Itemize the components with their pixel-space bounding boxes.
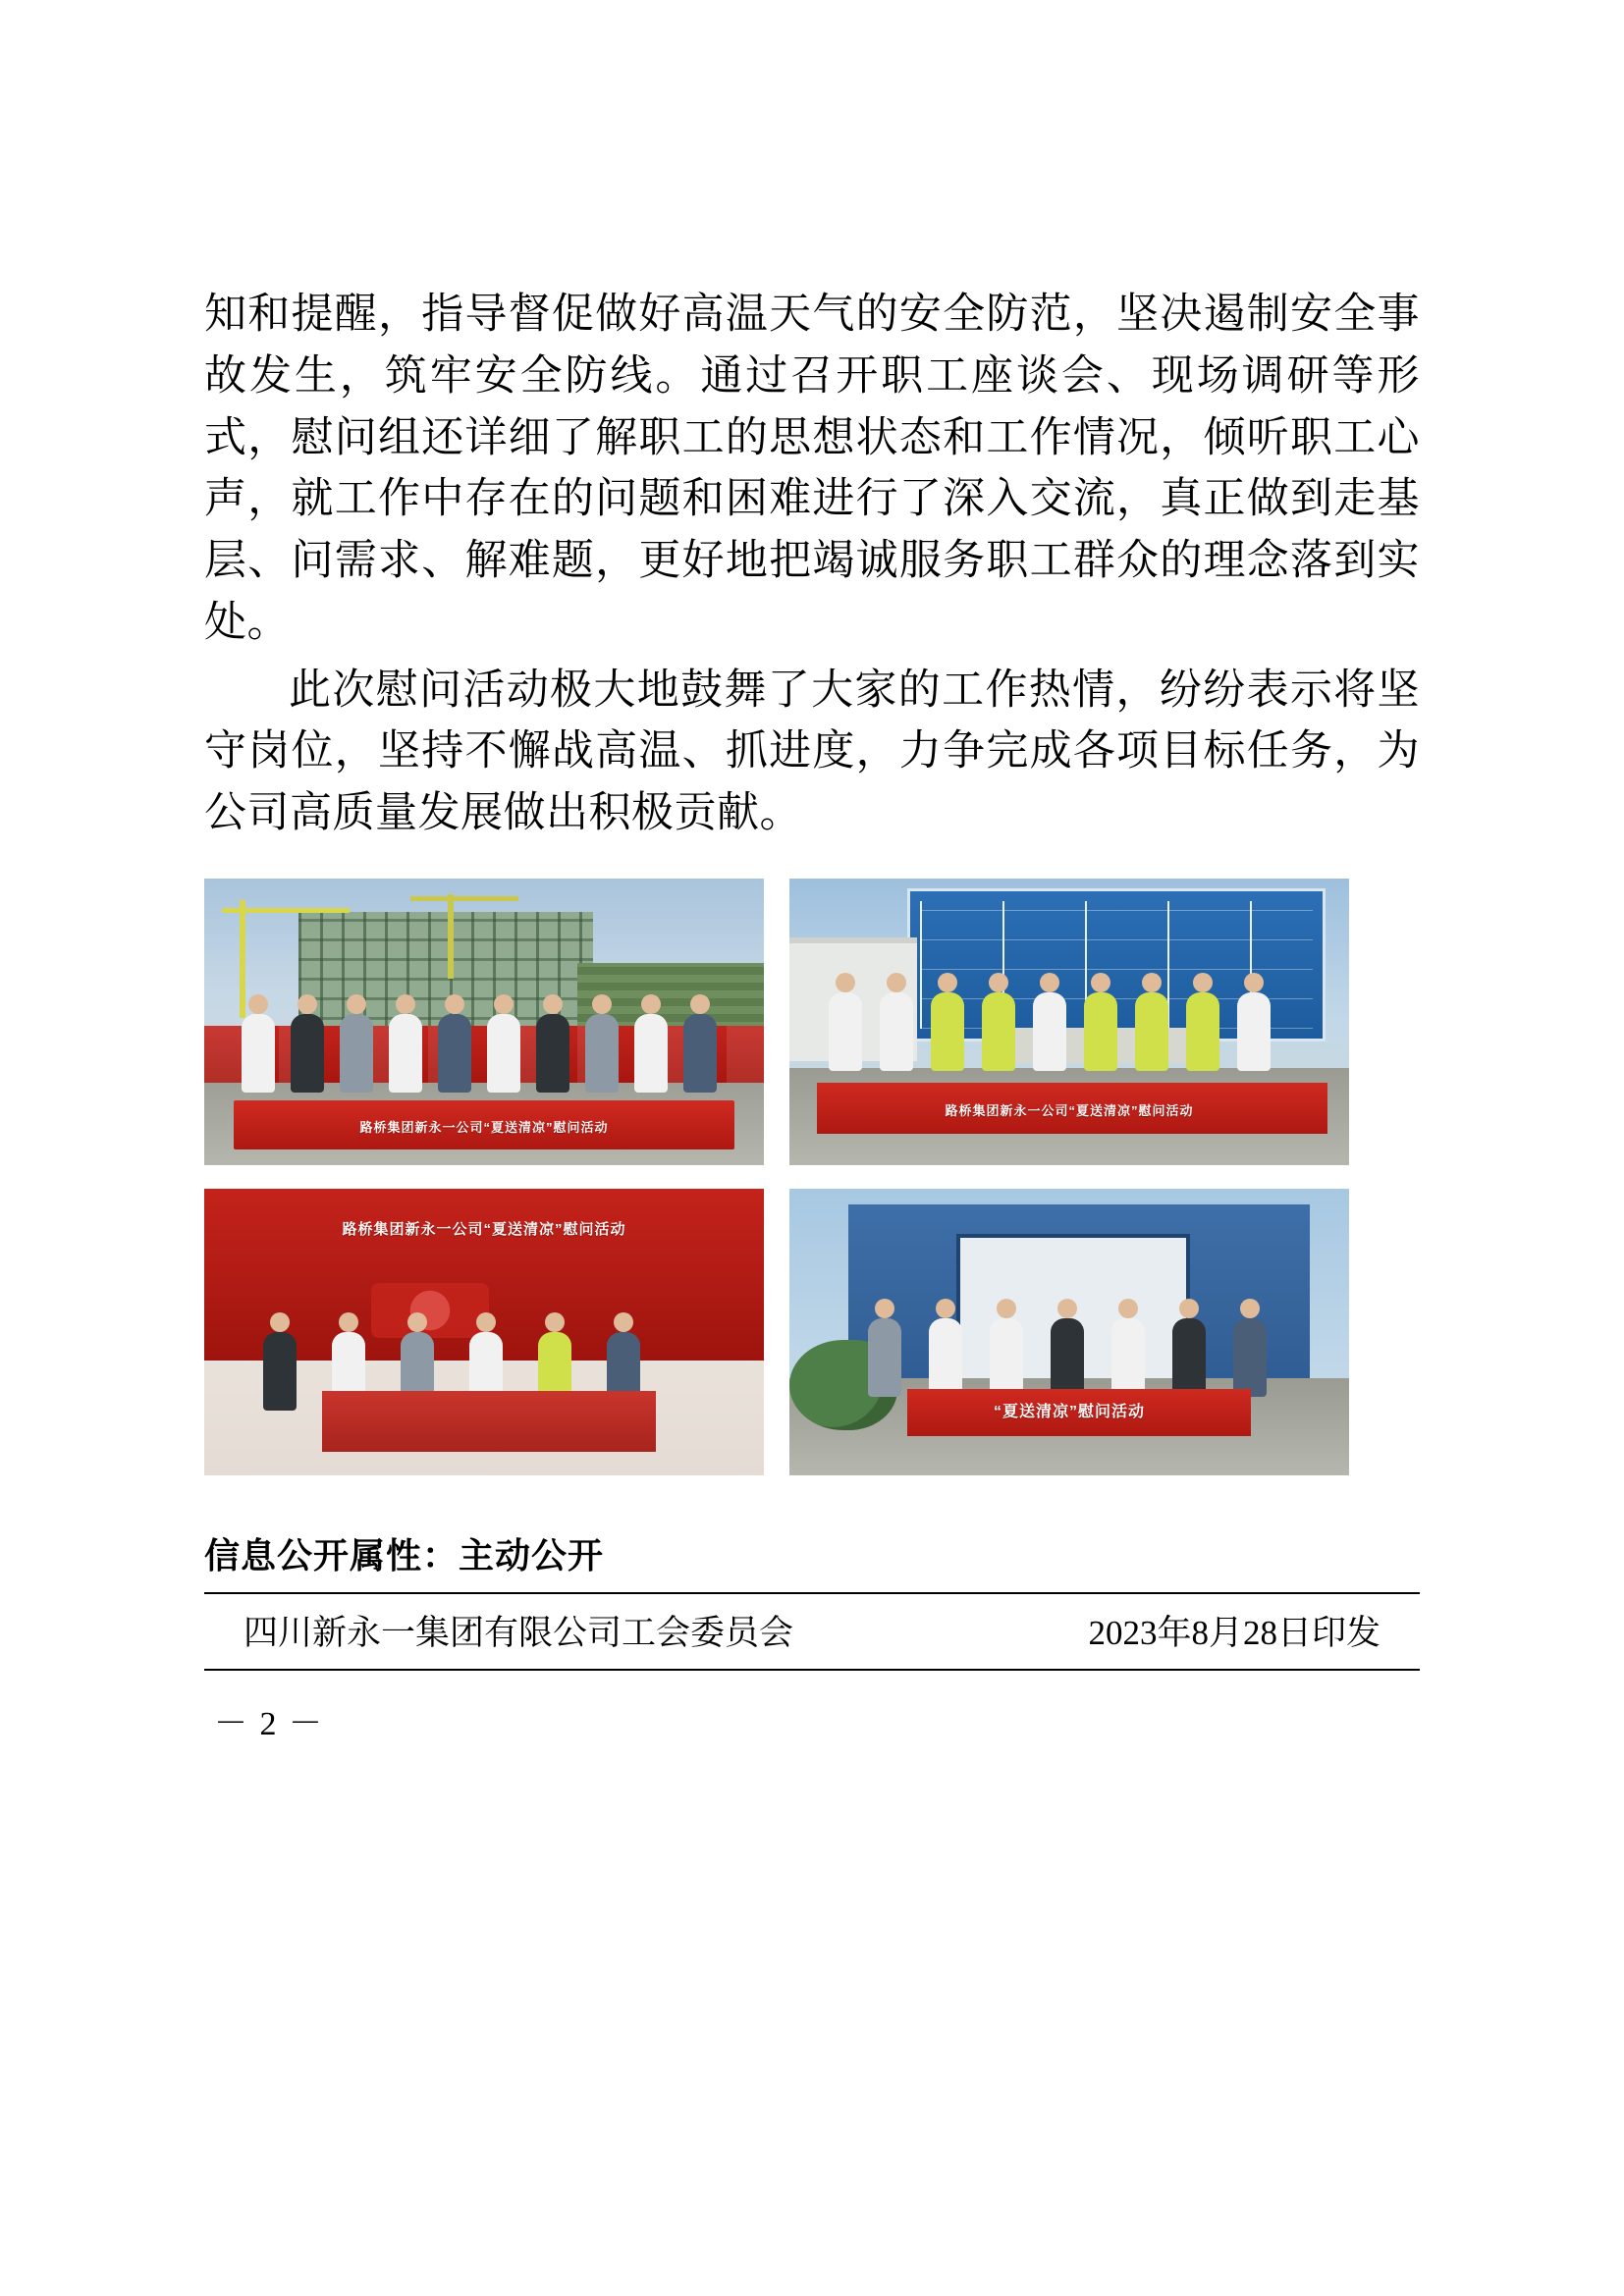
photo-people-group: [242, 998, 729, 1093]
photo-crane-jib: [222, 908, 350, 913]
photo-blue-building-group: [789, 1189, 1349, 1475]
footer-rule-top: [204, 1592, 1420, 1594]
photo-caption: 路桥集团新永一公司“夏送清凉”慰问活动: [359, 1119, 609, 1135]
paragraph-1: 知和提醒，指导督促做好高温天气的安全防范，坚决遏制安全事故发生，筑牢安全防线。通过召开职工座谈会、现场调研等形式，慰问组还详细了解职工的思想状态和工作情况，倾听职工心声，就工作中存在的问题和困难进行了深入交流，真正做到走基层、问需求、解难题，更好地把竭诚服务职工群众的理念落到实处。: [204, 292, 1420, 646]
photo-crane-mast-2: [448, 894, 454, 979]
body-text: [204, 285, 1420, 845]
page-content: [204, 0, 1420, 1744]
document-footer: [204, 1528, 1420, 1744]
disclosure-attribute: 信息公开属性：主动公开: [204, 1535, 605, 1575]
footer-rule-bottom: [204, 1669, 1420, 1671]
photo-people-group: [868, 1314, 1290, 1397]
page-number: － 2 －: [214, 1705, 324, 1742]
footer-issue-date: 2023年8月28日印发: [1088, 1613, 1380, 1652]
photo-safety-boards-group: [789, 879, 1349, 1165]
footer-issuer: 四川新永一集团有限公司工会委员会: [244, 1613, 794, 1652]
photo-indoor-red-backdrop: [204, 1189, 764, 1475]
photo-caption: 路桥集团新永一公司“夏送清凉”慰问活动: [342, 1220, 626, 1238]
footer-row: [204, 1606, 1420, 1655]
photo-caption: “夏送清凉”慰问活动: [993, 1403, 1146, 1420]
photo-gift-boxes: [322, 1391, 656, 1452]
photo-construction-site-group: [204, 879, 764, 1165]
photo-caption: 路桥集团新永一公司“夏送清凉”慰问活动: [945, 1102, 1194, 1118]
photo-people-group: [819, 992, 1310, 1071]
photo-grid: [204, 879, 1420, 1475]
paragraph-2: 此次慰问活动极大地鼓舞了大家的工作热情，纷纷表示将坚守岗位，坚持不懈战高温、抓进度，力争完成各项目标任务，为公司高质量发展做出积极贡献。: [204, 667, 1420, 837]
photo-crane-jib-2: [410, 896, 518, 901]
